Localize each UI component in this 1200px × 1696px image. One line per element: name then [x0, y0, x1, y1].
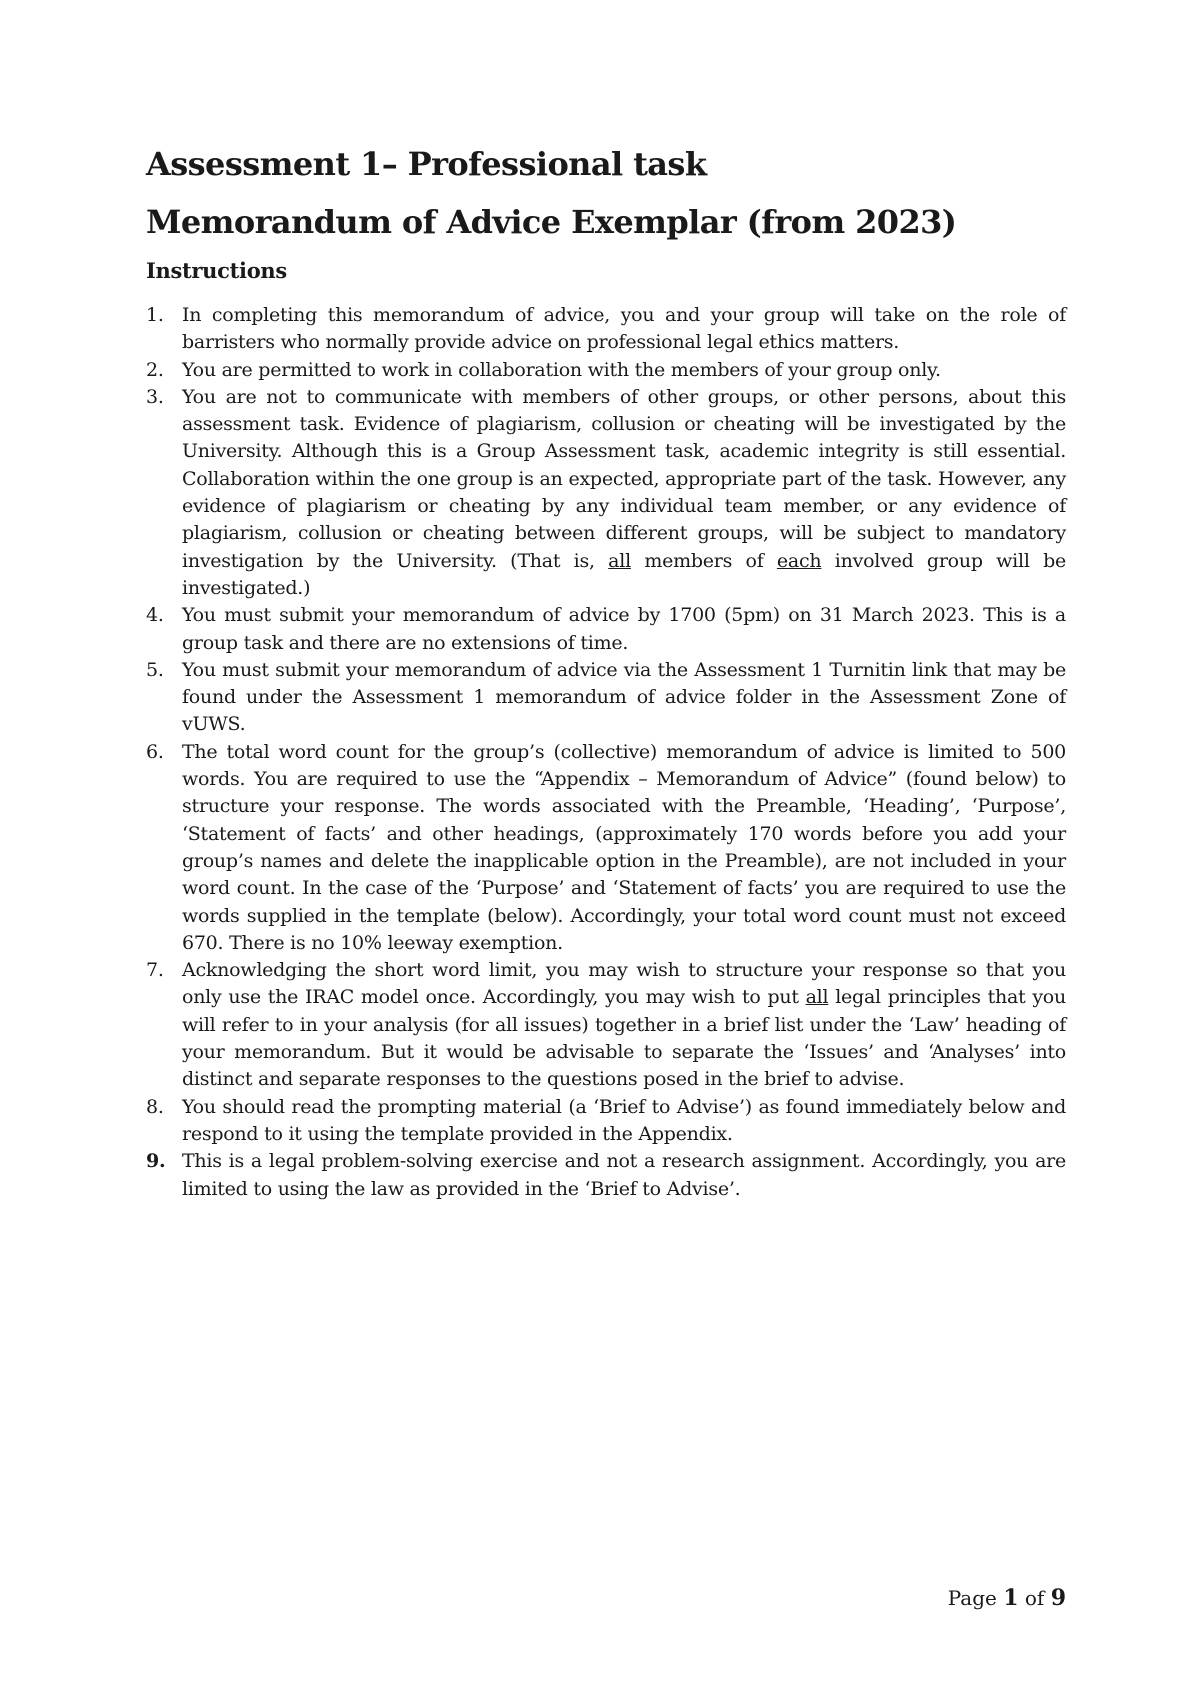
item-text: legal principles that you will refer to in your analysis (for all issues) together in a brief list under the ‘Law’ heading of your memorandum. But it would be advisable to separate the ‘Issues’ and ‘Analyses’ into distinct and separate responses to the questions posed in the brief to advise.: [182, 986, 1066, 1091]
underlined-emphasis: each: [776, 549, 822, 572]
underlined-emphasis: all: [805, 986, 829, 1009]
item-number: 8.: [146, 1095, 164, 1118]
instructions-heading: Instructions: [146, 258, 287, 283]
item-number: 9.: [146, 1150, 166, 1173]
item-number: 6.: [146, 740, 164, 763]
instructions-list: [146, 302, 1066, 1203]
item-text: You must submit your memorandum of advice via the Assessment 1 Turnitin link that may be found under the Assessment 1 memorandum of advice folder in the Assessment Zone of vUWS.: [182, 658, 1066, 736]
list-item: [146, 1148, 1066, 1203]
item-number: 3.: [146, 385, 164, 408]
list-item: [146, 957, 1066, 1093]
item-text: You must submit your memorandum of advice by 1700 (5pm) on 31 March 2023. This is a group task and there are no extensions of time.: [182, 604, 1066, 654]
item-text: involved group will be investigated.): [182, 549, 1066, 599]
total-pages-number: 9: [1050, 1585, 1066, 1611]
item-text: In completing this memorandum of advice, you and your group will take on the role of barristers who normally provide advice on professional legal ethics matters.: [182, 304, 1066, 354]
item-number: 5.: [146, 658, 164, 681]
item-number: 1.: [146, 304, 164, 326]
item-text: You are not to communicate with members of other groups, or other persons, about this assessment task. Evidence of plagiarism, collusion or cheating will be investigated by the University. Although this is a Group Assessment task, academic integrity is still essential. Collaboration within the one group is an expected, appropriate part of the task. However, any evidence of plagiarism or cheating by any individual team member, or any evidence of plagiarism, collusion or cheating between different groups, will be subject to mandatory investigation by the University. (That is,: [182, 385, 1066, 572]
list-item: [146, 357, 1066, 384]
item-number: 4.: [146, 604, 164, 627]
page-footer: [948, 1587, 1066, 1609]
document-subtitle: Memorandum of Advice Exemplar (from 2023): [146, 203, 957, 241]
list-item: [146, 302, 1066, 357]
document-title: Assessment 1– Professional task: [146, 145, 707, 183]
item-text: The total word count for the group’s (collective) memorandum of advice is limited to 500 words. You are required to use the “Appendix – Memorandum of Advice” (found below) to structure your response. The words associated with the Preamble, ‘Heading’, ‘Purpose’, ‘Statement of facts’ and other headings, (approximately 170 words before you add your group’s names and delete the inapplicable option in the Preamble), are not included in your word count. In the case of the ‘Purpose’ and ‘Statement of facts’ you are required to use the words supplied in the template (below). Accordingly, your total word count must not exceed 670. There is no 10% leeway exemption.: [182, 740, 1066, 954]
list-item: [146, 602, 1066, 657]
page-separator: of: [1024, 1586, 1045, 1610]
item-text: You are permitted to work in collaboration with the members of your group only.: [182, 358, 941, 381]
item-text: This is a legal problem-solving exercise and not a research assignment. Accordingly, you are limited to using the law as provided in the ‘Brief to Advise’.: [182, 1150, 1066, 1200]
current-page-number: 1: [1003, 1585, 1019, 1611]
underlined-emphasis: all: [608, 549, 631, 572]
list-item: [146, 739, 1066, 957]
item-number: 2.: [146, 358, 164, 381]
item-text: members of: [630, 549, 777, 572]
item-text: You should read the prompting material (a ‘Brief to Advise’) as found immediately below and respond to it using the template provided in the Appendix.: [182, 1095, 1066, 1145]
item-text: Acknowledging the short word limit, you may wish to structure your response so that you only use the IRAC model once. Accordingly, you may wish to put: [182, 959, 1066, 1009]
item-number: 7.: [146, 959, 164, 982]
list-item: [146, 384, 1066, 602]
list-item: [146, 1094, 1066, 1149]
page-label: Page: [947, 1586, 997, 1610]
list-item: [146, 657, 1066, 739]
